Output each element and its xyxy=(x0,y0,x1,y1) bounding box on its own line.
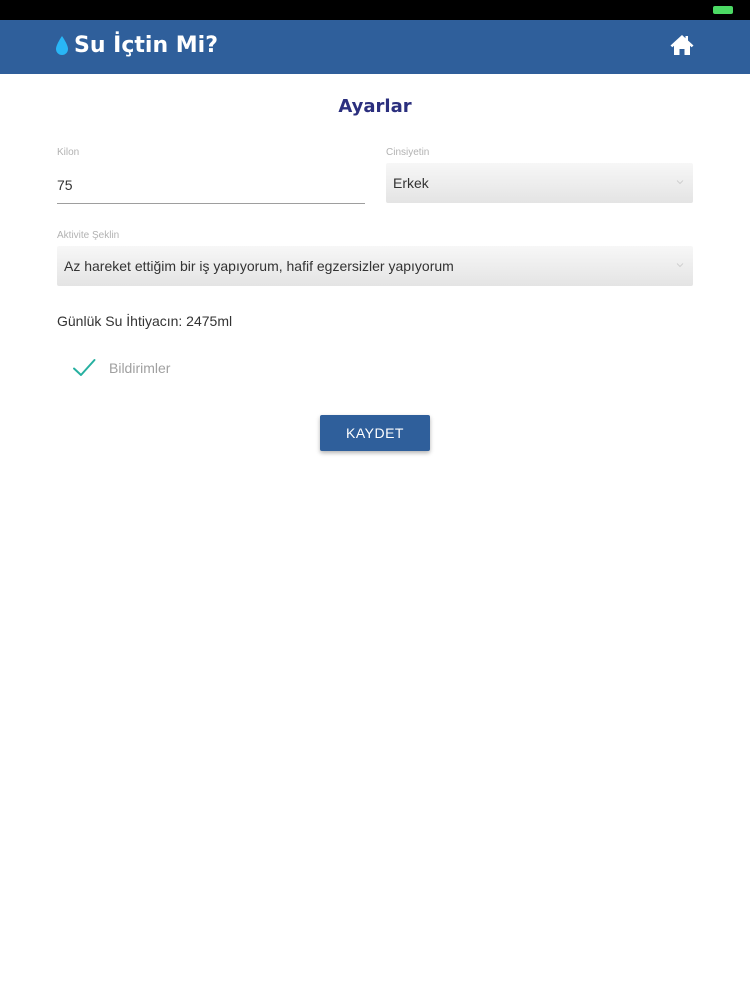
check-icon xyxy=(72,356,96,380)
chevron-down-icon xyxy=(675,177,685,187)
brand xyxy=(54,32,218,60)
home-button[interactable] xyxy=(669,32,695,58)
app-header xyxy=(0,20,750,74)
status-bar xyxy=(0,0,750,20)
water-drop-icon xyxy=(54,35,70,57)
activity-label: Aktivite Şeklin xyxy=(57,230,120,241)
notifications-label: Bildirimler xyxy=(109,360,171,376)
gender-select[interactable] xyxy=(386,163,693,203)
save-button[interactable]: KAYDET xyxy=(320,415,430,451)
app-title: Su İçtin Mi? xyxy=(74,33,218,58)
weight-label: Kilon xyxy=(57,147,80,158)
home-icon xyxy=(669,32,695,58)
notifications-checkbox[interactable] xyxy=(72,356,170,380)
gender-value: Erkek xyxy=(393,175,429,191)
activity-select[interactable] xyxy=(57,246,693,286)
page-title: Ayarlar xyxy=(338,96,412,117)
chevron-down-icon xyxy=(675,260,685,270)
activity-value: Az hareket ettiğim bir iş yapıyorum, hafif egzersizler yapıyorum xyxy=(64,258,454,274)
battery-icon xyxy=(713,6,733,14)
gender-label: Cinsiyetin xyxy=(386,147,430,158)
weight-input[interactable] xyxy=(57,166,365,204)
daily-water-need: Günlük Su İhtiyacın: 2475ml xyxy=(57,313,233,329)
